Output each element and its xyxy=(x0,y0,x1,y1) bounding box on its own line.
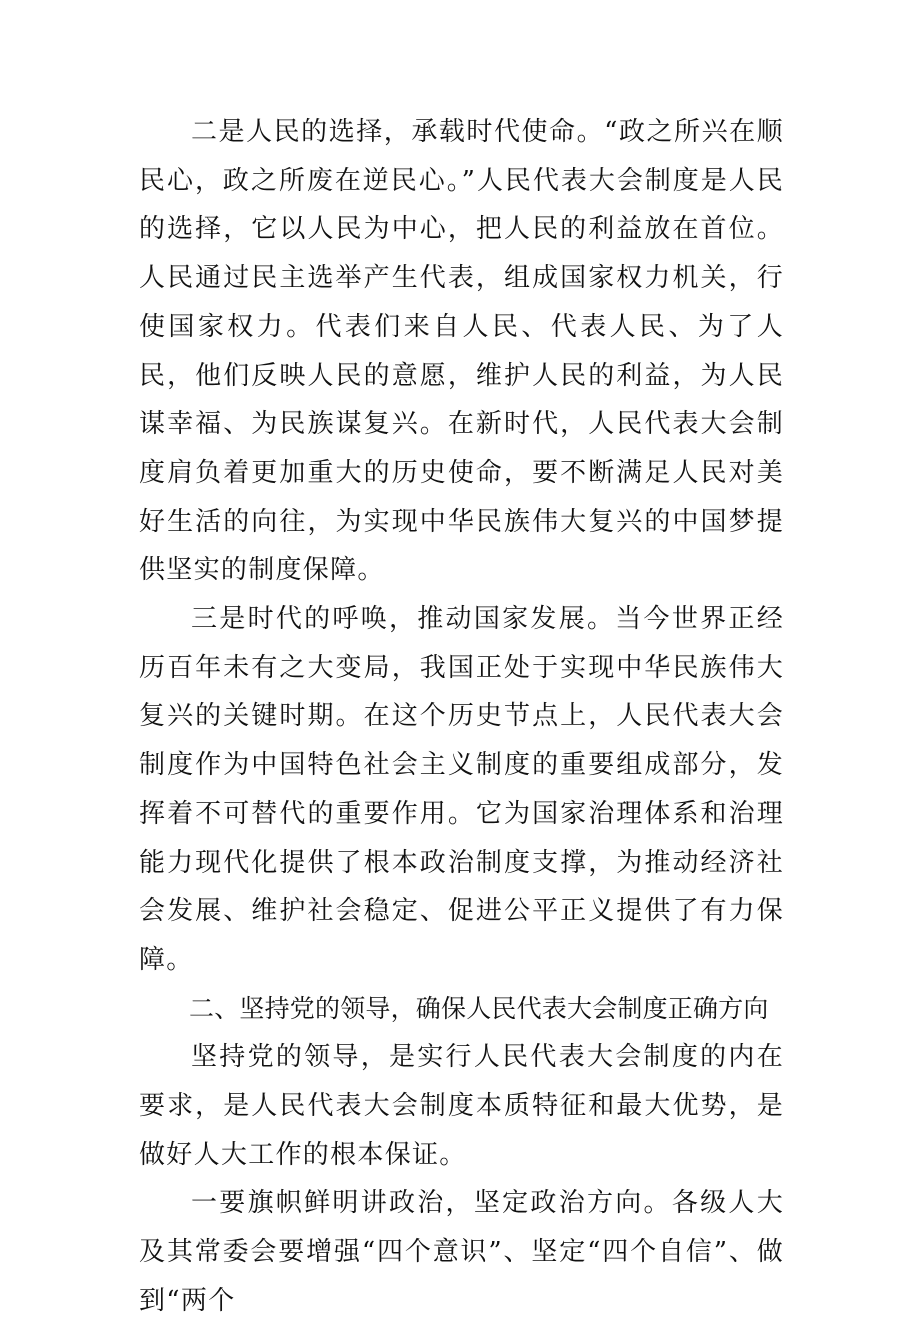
paragraph-politics: 一要旗帜鲜明讲政治，坚定政治方向。各级人大及其常委会要增强“四个意识”、坚定“四个自信”、做到“两个 xyxy=(139,1188,784,1316)
paragraph-era-call: 三是时代的呼唤，推动国家发展。当今世界正经历百年未有之大变局，我国正处于实现中华民族伟大复兴的关键时期。在这个历史节点上，人民代表大会制度作为中国特色社会主义制度的重要组成部分，发挥着不可替代的重要作用。它为国家治理体系和治理能力现代化提供了根本政治制度支撑，为推动经济社会发展、维护社会稳定、促进公平正义提供了有力保障。 xyxy=(139,604,784,975)
paragraph-people-choice: 二是人民的选择，承载时代使命。“政之所兴在顺民心，政之所废在逆民心。”人民代表大会制度是人民的选择，它以人民为中心，把人民的利益放在首位。人民通过民主选举产生代表，组成国家权力机关，行使国家权力。代表们来自人民、代表人民、为了人民，他们反映人民的意愿，维护人民的利益，为人民谋幸福、为民族谋复兴。在新时代，人民代表大会制度肩负着更加重大的历史使命，要不断满足人民对美好生活的向往，为实现中华民族伟大复兴的中国梦提供坚实的制度保障。 xyxy=(139,117,784,586)
document-body xyxy=(139,108,784,1326)
paragraph-party-leadership: 坚持党的领导，是实行人民代表大会制度的内在要求，是人民代表大会制度本质特征和最大优势，是做好人大工作的根本保证。 xyxy=(139,1042,784,1170)
section-heading: 二、坚持党的领导，确保人民代表大会制度正确方向 xyxy=(189,993,769,1023)
